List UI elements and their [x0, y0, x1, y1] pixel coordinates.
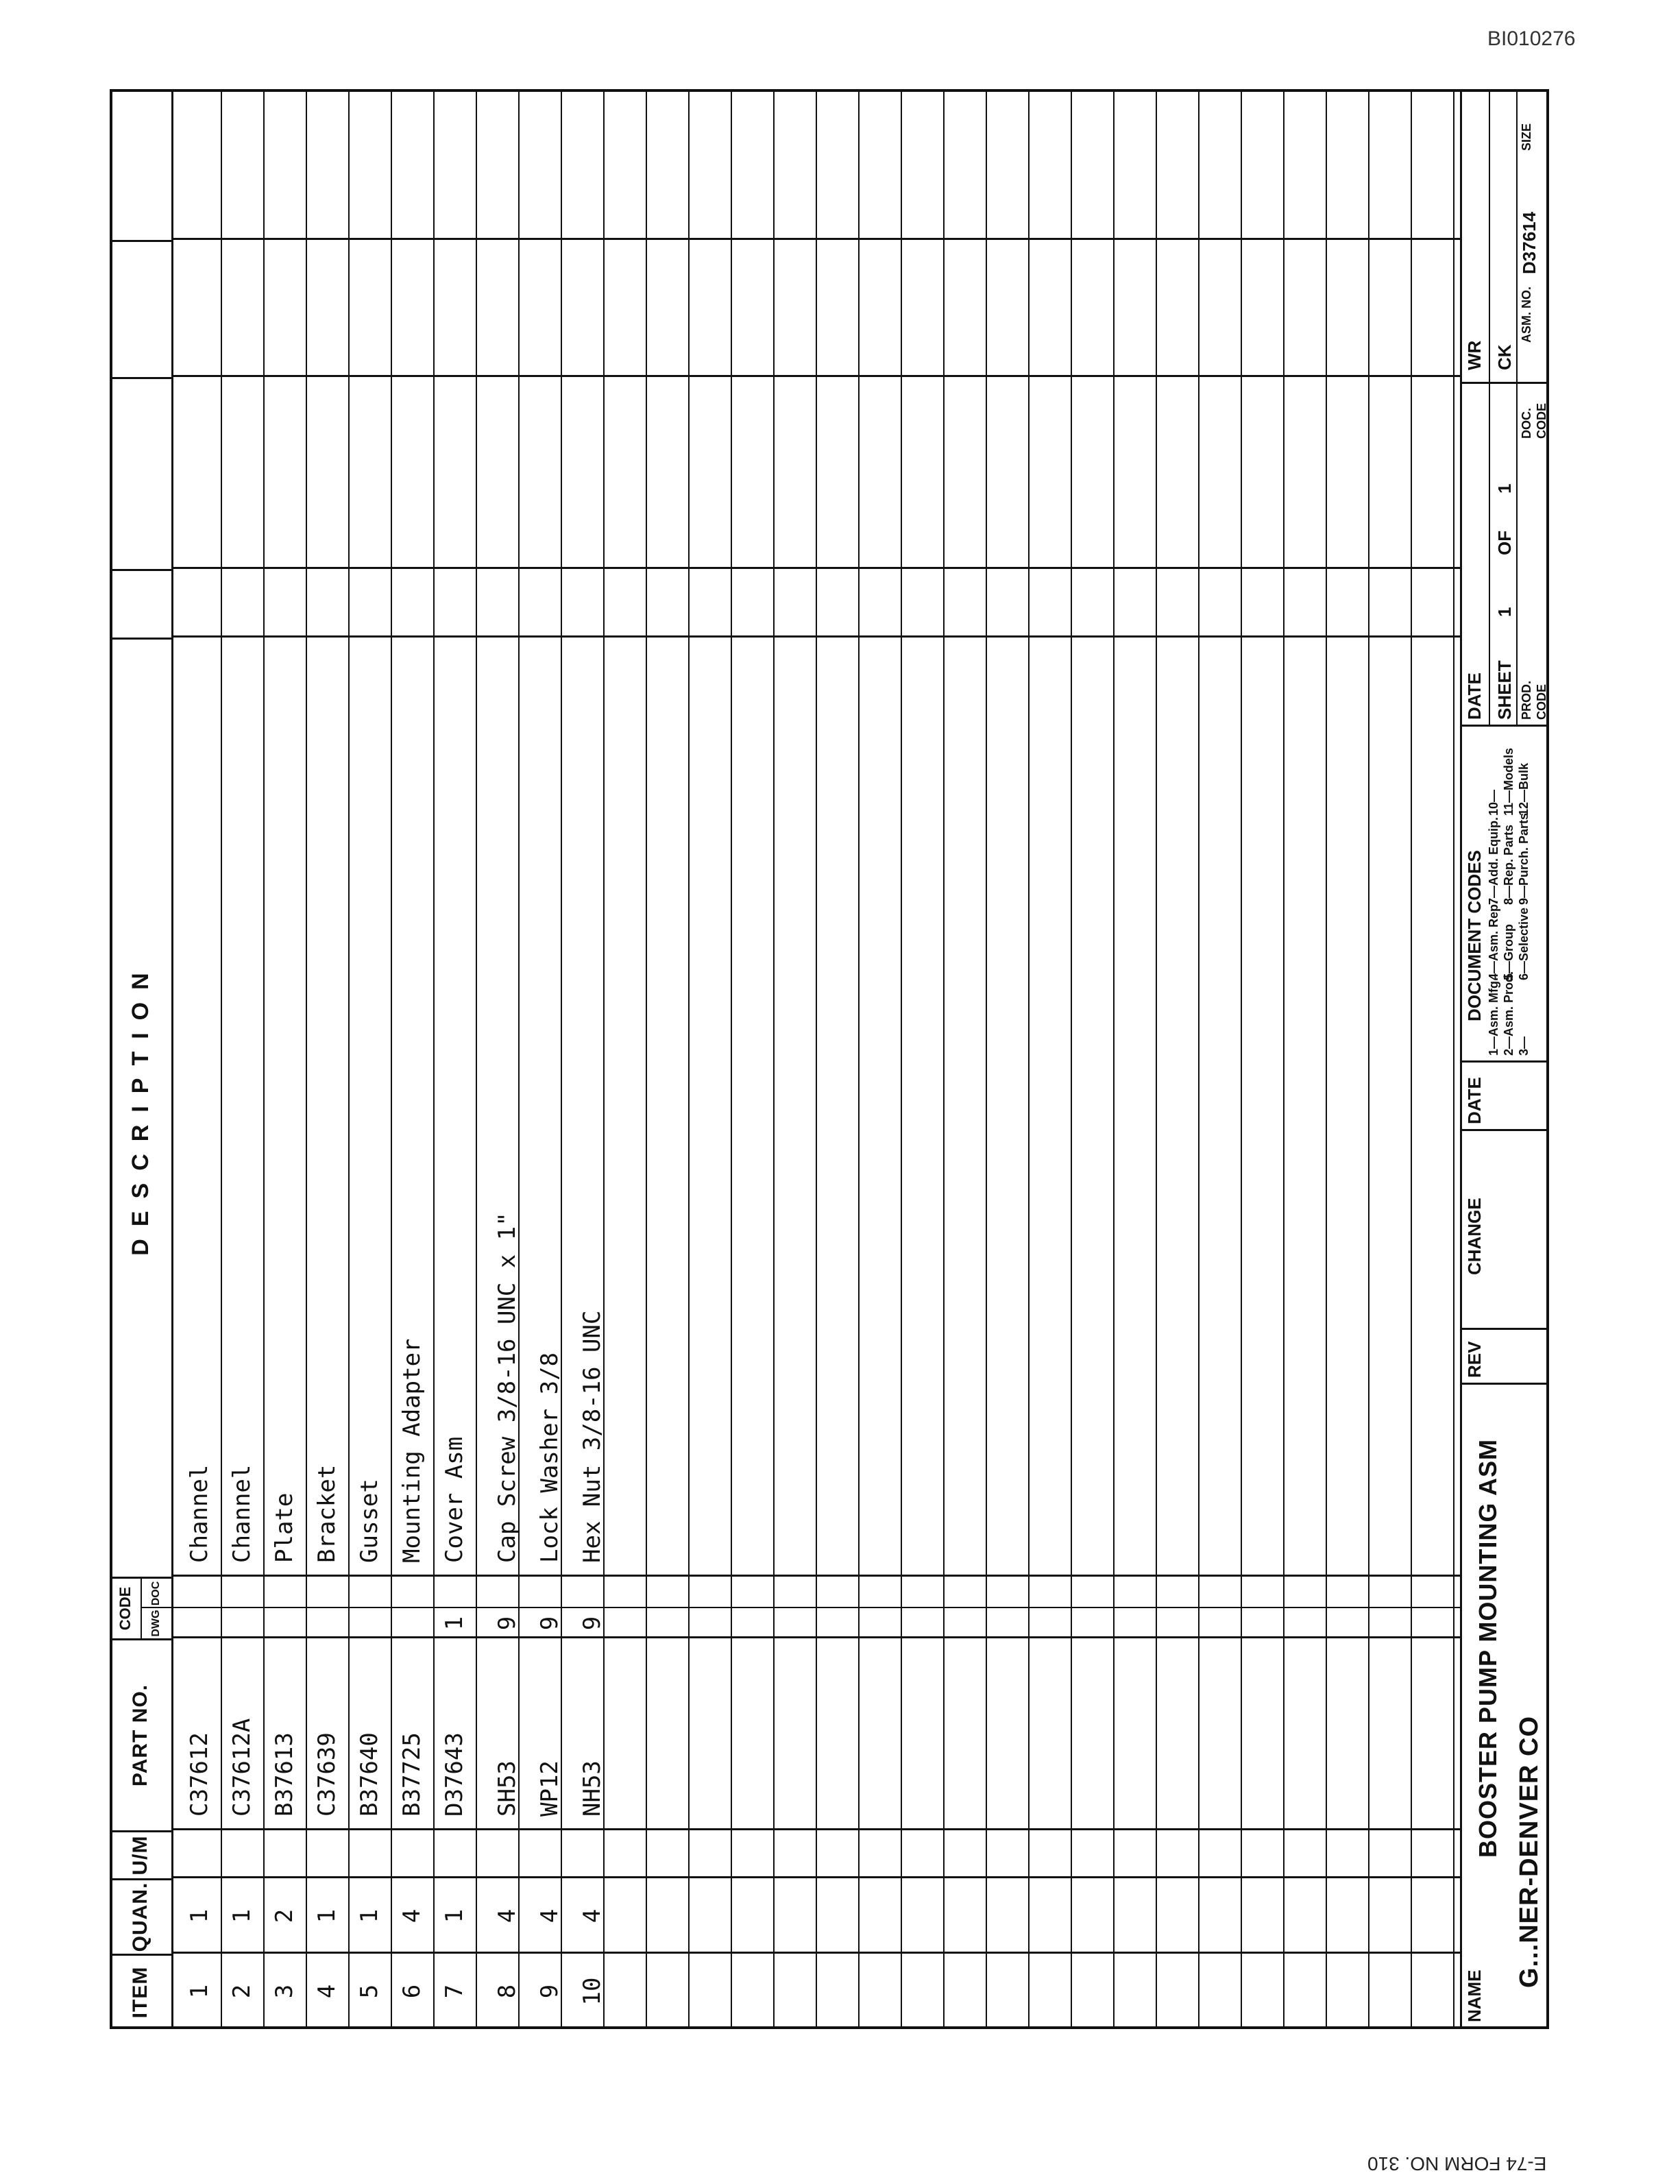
cell-quan: 2: [271, 1908, 298, 1924]
sheet-number: 1: [1494, 607, 1515, 617]
cell-part-no: C37639: [313, 1732, 341, 1817]
parts-list-form: [110, 89, 1549, 2029]
change-label: CHANGE: [1464, 1198, 1485, 1275]
row-line: [773, 89, 775, 2029]
prod-code-label: PROD. CODE: [1520, 680, 1548, 720]
cell-description: Gusset: [356, 1479, 383, 1563]
cell-part-no: SH53: [494, 1760, 521, 1817]
doc-code: 12—Bulk: [1517, 762, 1531, 816]
size-label: SIZE: [1520, 123, 1533, 151]
cell-description: Channel: [186, 1464, 213, 1563]
cell-quan: 4: [579, 1908, 606, 1924]
cell-part-no: NH53: [579, 1760, 606, 1817]
doc-code: 5—Group: [1502, 923, 1515, 980]
tb-line: [1516, 89, 1518, 727]
cell-code: 1: [441, 1616, 468, 1631]
row-line: [1283, 89, 1285, 2029]
tb-line: [1460, 725, 1549, 727]
cell-code: 9: [536, 1616, 563, 1631]
doc-code-label: DOC. CODE: [1520, 402, 1548, 439]
row-line: [943, 89, 945, 2029]
doc-codes-right-2: [1486, 748, 1531, 816]
cell-description: Bracket: [313, 1464, 341, 1563]
header-extra-4: [110, 92, 171, 240]
date-label: DATE: [1464, 1077, 1485, 1124]
row-line: [688, 89, 690, 2029]
sheet-label: SHEET: [1494, 660, 1515, 720]
cell-item: 8: [494, 1984, 521, 1999]
title-block: [1460, 89, 1549, 2029]
tb-line: [1460, 1060, 1549, 1063]
cell-description: Mounting Adapter: [398, 1338, 426, 1563]
cell-item: 4: [313, 1984, 341, 1999]
cell-description: Lock Washer 3/8: [536, 1352, 563, 1563]
cell-quan: 1: [313, 1908, 341, 1924]
header-part-no: PART NO.: [110, 1638, 171, 1830]
cell-item: 3: [271, 1984, 298, 1999]
cell-item: 2: [228, 1984, 256, 1999]
cell-part-no: C37612: [186, 1732, 213, 1817]
cell-quan: 1: [228, 1908, 256, 1924]
tb-line: [1460, 1129, 1549, 1131]
header-extra-2: [110, 377, 171, 569]
cell-code: 9: [494, 1616, 521, 1631]
cell-item: 9: [536, 1984, 563, 1999]
assembly-name: BOOSTER PUMP MOUNTING ASM: [1474, 1438, 1502, 1858]
header-um: U/M: [110, 1830, 171, 1878]
cell-item: 10: [579, 1977, 606, 2006]
company-name: G...NER-DENVER CO: [1515, 1715, 1544, 1988]
tb-line: [1460, 1383, 1549, 1385]
cell-description: Cap Screw 3/8-16 UNC x 1": [494, 1212, 521, 1563]
doc-code: 8—Rep. Parts: [1502, 824, 1515, 905]
doc-codes-left-2: [1486, 901, 1531, 980]
cell-quan: 4: [494, 1908, 521, 1924]
ck-label: CK: [1494, 344, 1515, 370]
name-label: NAME: [1464, 1969, 1485, 2022]
cell-item: 6: [398, 1984, 426, 1999]
doc-code: 4—Asm. Rep.: [1487, 900, 1500, 980]
doc-codes-right: [1486, 813, 1531, 905]
row-line: [1453, 89, 1454, 2029]
cell-description: Channel: [228, 1464, 256, 1563]
row-line: [1411, 89, 1412, 2029]
cell-code: [178, 1608, 221, 1638]
cell-item: 5: [356, 1984, 383, 1999]
rev-label: REV: [1464, 1341, 1485, 1378]
row-line: [731, 89, 732, 2029]
cell-description: Plate: [271, 1492, 298, 1563]
cell-part-no: C37612A: [228, 1718, 256, 1817]
header-item: ITEM: [110, 1954, 171, 2029]
row-line: [901, 89, 902, 2029]
date2-label: DATE: [1464, 672, 1485, 720]
row-line: [1368, 89, 1369, 2029]
cell-code: [263, 1608, 306, 1638]
cell-part-no: B37613: [271, 1732, 298, 1817]
row-line: [1326, 89, 1327, 2029]
doc-code: 1—Asm. Mfg.: [1487, 977, 1500, 1056]
row-line: [1156, 89, 1157, 2029]
cell-code: [391, 1608, 433, 1638]
cell-quan: 1: [356, 1908, 383, 1924]
asm-no-label: ASM. NO.: [1520, 286, 1533, 343]
cell-code: [306, 1608, 348, 1638]
asm-no: D37614: [1519, 211, 1539, 274]
wr-label: WR: [1464, 340, 1485, 370]
cell-item: 1: [186, 1984, 213, 1999]
row-line: [646, 89, 647, 2029]
header-description: DESCRIPTION: [110, 638, 171, 1577]
row-line: [1028, 89, 1030, 2029]
cell-code: 9: [579, 1616, 606, 1631]
header-extra-3: [110, 240, 171, 377]
doc-code: 2—Asm. Prod.: [1502, 971, 1515, 1056]
tb-line: [1460, 1328, 1549, 1330]
row-line: [816, 89, 817, 2029]
row-line: [858, 89, 860, 2029]
cell-description: Hex Nut 3/8-16 UNC: [579, 1310, 606, 1563]
row-line: [1198, 89, 1200, 2029]
tb-line: [1489, 89, 1490, 727]
doc-code: 10—: [1487, 789, 1500, 816]
cell-code: [221, 1608, 263, 1638]
cell-part-no: WP12: [536, 1760, 563, 1817]
header-divider: [171, 89, 173, 2029]
row-line: [1241, 89, 1242, 2029]
tb-line: [1460, 382, 1549, 384]
cell-code: [348, 1608, 391, 1638]
cell-quan: 4: [536, 1908, 563, 1924]
cell-quan: 1: [441, 1908, 468, 1924]
of-label: OF: [1494, 530, 1515, 555]
header-extra-1: [110, 569, 171, 638]
header-quan: QUAN.: [110, 1878, 171, 1954]
doc-code: 3—: [1517, 1036, 1531, 1056]
cell-part-no: B37640: [356, 1732, 383, 1817]
cell-quan: 4: [398, 1908, 426, 1924]
doc-code: 7—Add. Equip.: [1487, 817, 1500, 905]
doc-code: 9—Purch. Parts: [1517, 812, 1531, 905]
cell-description: Cover Asm: [441, 1436, 468, 1563]
row-line: [1071, 89, 1072, 2029]
doc-codes-left: [1486, 971, 1531, 1056]
row-line: [476, 89, 477, 2029]
document-codes-label: DOCUMENT CODES: [1464, 850, 1485, 1021]
header-code-dwg: DWG: [141, 1607, 171, 1638]
sheet-total: 1: [1494, 483, 1515, 494]
cell-item: 7: [441, 1984, 468, 1999]
header-code: CODE: [110, 1579, 142, 1638]
header-code-doc: DOC: [149, 1581, 162, 1606]
cell-part-no: B37725: [398, 1732, 426, 1817]
cell-quan: 1: [186, 1908, 213, 1924]
document-id: BI010276: [1487, 27, 1576, 50]
row-line: [986, 89, 987, 2029]
form-number: E-74 FORM NO. 310: [1367, 2153, 1547, 2174]
cell-part-no: D37643: [441, 1732, 468, 1817]
doc-code: 6—Selective: [1517, 907, 1531, 980]
header-code-block: [110, 1577, 171, 1638]
row-line: [1113, 89, 1115, 2029]
doc-code: 11—Models: [1502, 747, 1515, 816]
